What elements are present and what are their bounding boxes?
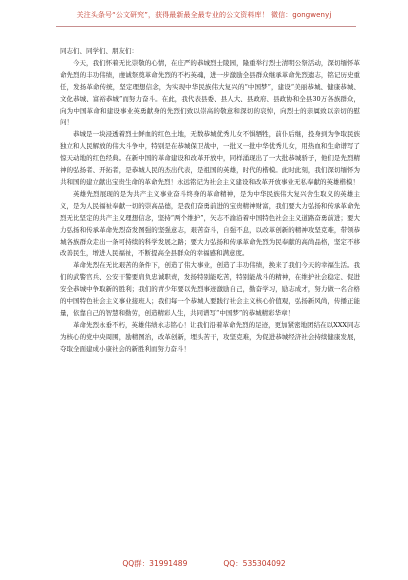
- paragraph-5: 革命先烈永垂不朽，英雄伟绩永志铭心！让我们沿着革命先烈的足迹，更加紧密地团结在以XXX同志为核心的党中央周围，励精图治，改革创新，埋头苦干，攻坚克难，为促进恭城经济社会持续健康发展，夺取全面建成小康社会的新胜利而努力奋斗！: [60, 320, 360, 353]
- paragraph-2: 恭城是一块浸透着烈士鲜血的红色土地，无数恭城优秀儿女不惧牺牲，前仆后继，投身到为争取民族独立和人民解放的伟大斗争中，特别是在恭城保卫战中，一批又一批中华优秀儿女，用热血和生命谱写了惊天动地的红色经典。在新中国的革命建设和改革开放中，同样涌现出了一大批恭城骄子，他们是先烈精神的弘扬者、开拓者，是恭城人民的杰出代表，是祖国的英雄，时代的楷模。此时此刻，我们深切缅怀为共和国的建立献出宝贵生命的革命先烈！永远铭记为社会主义建设和改革开放事业无私奉献的英雄楷模！: [60, 130, 360, 186]
- footer-qq: QQ：535304092: [223, 559, 286, 568]
- page-header: 关注头条号“公文研究”，获得最新最全最专业的公文资料库！ 微信：gongwenyj: [76, 11, 332, 19]
- paragraph-3: 英雄先烈展现的是为共产主义事业奋斗终身的革命精神，是为中华民族伟大复兴舍生取义的英雄主义，是为人民福祉奉献一切的崇高品德，是我们奋勇前进的宝贵精神财富，我们要大力弘扬和传承革命先烈无比坚定的共产主义理想信念，坚持“两个维护”，矢志不渝沿着中国特色社会主义道路奋勇前进；要大力弘扬和传承革命先烈奋发图强的坚强意志，艰苦奋斗，自强不息，以改革创新的精神攻坚克难，带领恭城各族群众走出一条可持续的科学发展之路；要大力弘扬和传承革命先烈为民奉献的高尚品格，坚定不移改善民生，增进人民福祉，不断提高全县群众的幸福感和满意度。: [60, 189, 360, 258]
- page-footer: [0, 558, 408, 569]
- document-body: [60, 46, 360, 356]
- header-divider: [56, 26, 356, 27]
- paragraph-1: 今天，我们怀着无比崇敬的心情，在庄严的恭城烈士陵园，隆重举行烈士清明公祭活动，深切缅怀革命先烈的丰功伟绩，虔诚祭奠革命先烈的不朽英魂，进一步激励全县群众继承革命先烈遗志，铭记历史重任，发扬革命传统，坚定理想信念，为实现中华民族伟大复兴的“中国梦”，建设“美丽恭城、健康恭城、文化恭城、富裕恭城”而努力奋斗。在此，我代表县委、县人大、县政府、县政协和全县30万各族群众，向为中国革命和建设事业英勇献身的先烈们致以崇高的敬意和深切的哀悼，向烈士的亲属致以亲切的慰问！: [60, 58, 360, 127]
- paragraph-4: 革命先烈在无比艰苦的条件下，创造了伟大事业，创造了丰功伟绩，换来了我们今天的幸福生活。我们的武警官兵、公安干警要肩负忠诚职责，发扬特别能吃苦，特别能战斗的精神，在维护社会稳定、促进安全恭城中争取新的胜利；我们的青少年要以先烈事迹激励自己，勤奋学习，励志成才，努力做一名合格的中国特色社会主义事业接班人；我们每一个恭城人要践行社会主义核心价值观，弘扬新风尚，传播正能量，依靠自己的智慧和勤劳，创造精彩人生，共同谱写“中国梦”的恭城精彩华章！: [60, 261, 360, 317]
- salutation: 同志们、同学们、朋友们：: [60, 47, 138, 55]
- footer-qq-group: QQ群：31991489: [122, 559, 188, 568]
